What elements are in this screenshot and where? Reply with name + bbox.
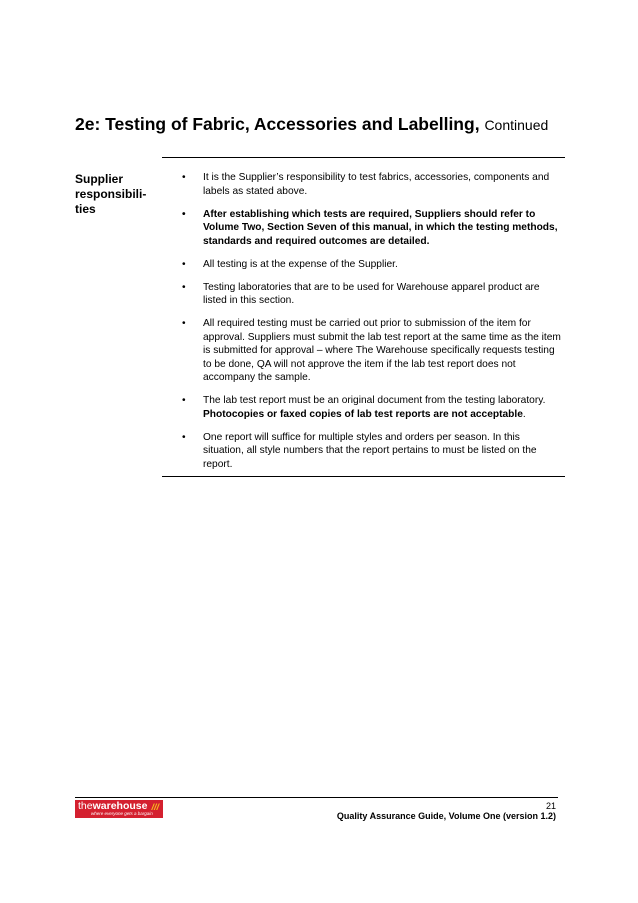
warehouse-logo bbox=[75, 800, 163, 818]
bullet-icon: • bbox=[182, 431, 186, 443]
section-bottom-rule bbox=[162, 476, 565, 477]
bullet-icon: • bbox=[182, 258, 186, 270]
bullet-icon: • bbox=[182, 318, 186, 329]
list-item-text: Testing laboratories that are to be used for Warehouse apparel product are listed in this section. bbox=[203, 281, 540, 306]
list-item bbox=[162, 258, 562, 272]
bullet-icon: • bbox=[182, 172, 186, 183]
title-main: 2e: Testing of Fabric, Accessories and Labelling, bbox=[75, 114, 480, 134]
list-item-text: After establishing which tests are required, Suppliers should refer to Volume Two, Section Seven of this manual, in which the testing methods, standards and required outcomes are detailed. bbox=[203, 208, 558, 247]
logo-tagline: where everyone gets a bargain bbox=[91, 811, 153, 816]
logo-prefix: the bbox=[78, 800, 93, 812]
list-item bbox=[162, 208, 562, 249]
title-continued: Continued bbox=[484, 117, 549, 133]
section-label bbox=[75, 172, 155, 217]
bullet-icon: • bbox=[182, 208, 186, 220]
section-label-line: responsibili- bbox=[75, 187, 147, 201]
list-item bbox=[162, 394, 562, 421]
logo-stripes-icon: /// bbox=[151, 802, 159, 812]
list-item-end: . bbox=[522, 408, 526, 420]
page-number: 21 bbox=[545, 801, 556, 811]
bullet-icon: • bbox=[182, 395, 186, 406]
responsibilities-list bbox=[162, 171, 562, 481]
list-item-text: One report will suffice for multiple styles and orders per season. In this situation, all style numbers that the report pertains to must be listed on the report. bbox=[203, 431, 537, 470]
list-item-text: It is the Supplier’s responsibility to test fabrics, accessories, components and labels as stated above. bbox=[203, 172, 550, 197]
bullet-icon: • bbox=[182, 281, 186, 293]
page-title bbox=[75, 114, 548, 135]
section-top-rule bbox=[162, 157, 565, 158]
section-label-line: Supplier bbox=[75, 172, 124, 186]
logo-brand: warehouse bbox=[92, 800, 148, 812]
list-item-bold-text: Photocopies or faxed copies of lab test reports are not acceptable bbox=[203, 408, 523, 420]
list-item-text: The lab test report must be an original document from the testing laboratory. bbox=[203, 395, 546, 406]
list-item bbox=[162, 431, 562, 472]
list-item bbox=[162, 281, 562, 308]
list-item bbox=[162, 171, 562, 198]
footer-document-title: Quality Assurance Guide, Volume One (version 1.2) bbox=[336, 811, 556, 821]
list-item-text: All testing is at the expense of the Supplier. bbox=[203, 258, 398, 270]
list-item-text: All required testing must be carried out prior to submission of the item for approval. Suppliers must submit the lab test report at the same time as the item is submitted for approval – where The Warehouse specifically requests testing to be done, QA will not approve the item if the lab test report does not accompany the sample. bbox=[203, 318, 561, 383]
list-item bbox=[162, 317, 562, 385]
footer-rule bbox=[75, 797, 558, 798]
section-label-line: ties bbox=[75, 202, 96, 216]
